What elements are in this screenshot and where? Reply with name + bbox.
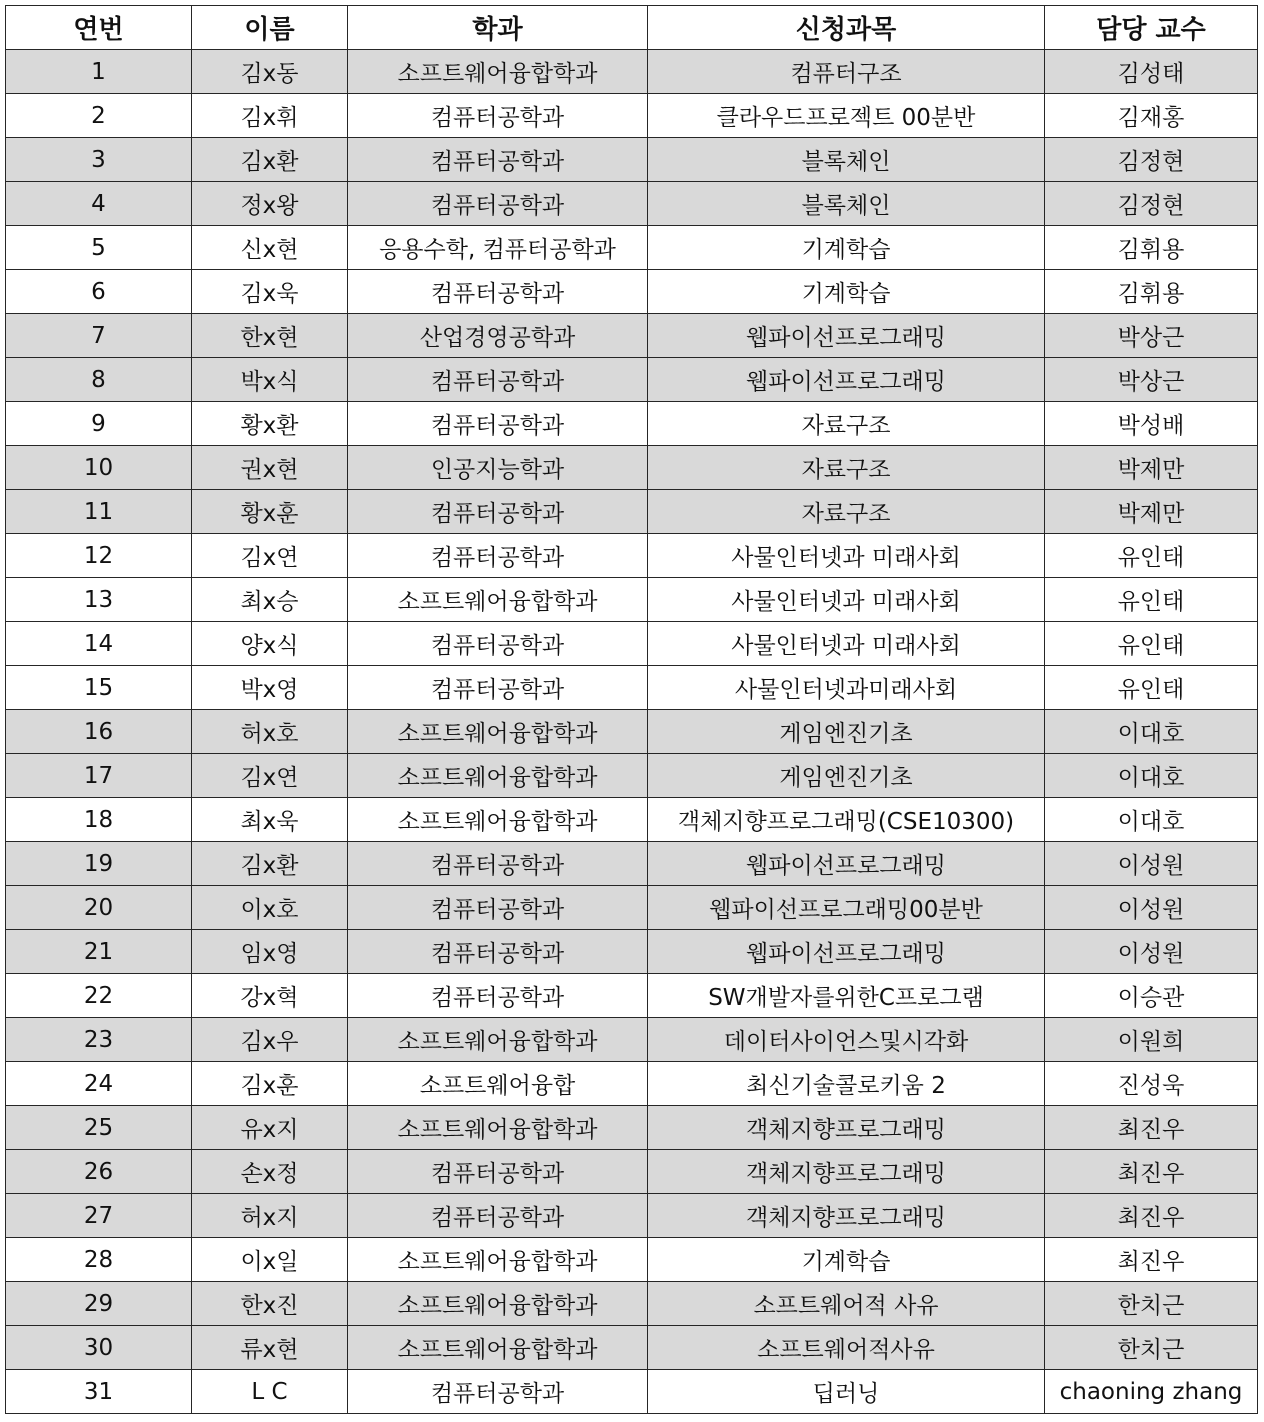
cell-course[interactable]: 객체지향프로그래밍 (648, 1106, 1045, 1150)
cell-professor[interactable]: 이승관 (1045, 974, 1258, 1018)
cell-name[interactable]: 최x승 (192, 578, 348, 622)
cell-number[interactable]: 11 (6, 490, 192, 534)
cell-department[interactable]: 컴퓨터공학과 (348, 666, 648, 710)
cell-professor[interactable]: 이대호 (1045, 798, 1258, 842)
cell-professor[interactable]: 이성원 (1045, 842, 1258, 886)
cell-number[interactable]: 21 (6, 930, 192, 974)
cell-name[interactable]: 한x현 (192, 314, 348, 358)
cell-professor[interactable]: 진성욱 (1045, 1062, 1258, 1106)
cell-course[interactable]: 사물인터넷과 미래사회 (648, 622, 1045, 666)
cell-name[interactable]: 김x휘 (192, 94, 348, 138)
table-row (6, 358, 1258, 402)
table-row (6, 710, 1258, 754)
cell-number[interactable]: 12 (6, 534, 192, 578)
cell-number[interactable]: 17 (6, 754, 192, 798)
cell-number[interactable]: 29 (6, 1282, 192, 1326)
cell-name[interactable]: 황x훈 (192, 490, 348, 534)
table-row (6, 622, 1258, 666)
cell-course[interactable]: 게임엔진기초 (648, 754, 1045, 798)
cell-department[interactable]: 컴퓨터공학과 (348, 1194, 648, 1238)
cell-name[interactable]: 김x환 (192, 842, 348, 886)
cell-course[interactable]: 블록체인 (648, 182, 1045, 226)
cell-professor[interactable]: 최진우 (1045, 1238, 1258, 1282)
cell-department[interactable]: 소프트웨어융합학과 (348, 710, 648, 754)
cell-course[interactable]: SW개발자를위한C프로그램 (648, 974, 1045, 1018)
cell-professor[interactable]: 박제만 (1045, 446, 1258, 490)
cell-name[interactable]: 신x현 (192, 226, 348, 270)
cell-department[interactable]: 소프트웨어융합 (348, 1062, 648, 1106)
cell-name[interactable]: 박x영 (192, 666, 348, 710)
cell-course[interactable]: 딥러닝 (648, 1370, 1045, 1414)
table-row (6, 1106, 1258, 1150)
enrollment-table (5, 5, 1258, 1414)
cell-professor[interactable]: 한치근 (1045, 1326, 1258, 1370)
cell-professor[interactable]: 한치근 (1045, 1282, 1258, 1326)
cell-number[interactable]: 3 (6, 138, 192, 182)
table-row (6, 446, 1258, 490)
table-row (6, 754, 1258, 798)
cell-department[interactable]: 컴퓨터공학과 (348, 534, 648, 578)
cell-professor[interactable]: 이성원 (1045, 886, 1258, 930)
cell-professor[interactable]: 김정현 (1045, 138, 1258, 182)
cell-number[interactable]: 30 (6, 1326, 192, 1370)
cell-professor[interactable]: 김정현 (1045, 182, 1258, 226)
cell-course[interactable]: 최신기술콜로키움 2 (648, 1062, 1045, 1106)
cell-number[interactable]: 25 (6, 1106, 192, 1150)
cell-course[interactable]: 웹파이선프로그래밍 (648, 930, 1045, 974)
header-name[interactable]: 이름 (192, 6, 348, 50)
cell-department[interactable]: 소프트웨어융합학과 (348, 1106, 648, 1150)
cell-course[interactable]: 웹파이선프로그래밍00분반 (648, 886, 1045, 930)
cell-department[interactable]: 컴퓨터공학과 (348, 1370, 648, 1414)
cell-name[interactable]: 한x진 (192, 1282, 348, 1326)
cell-name[interactable]: 김x연 (192, 534, 348, 578)
cell-department[interactable]: 컴퓨터공학과 (348, 886, 648, 930)
cell-name[interactable]: 강x혁 (192, 974, 348, 1018)
cell-number[interactable]: 28 (6, 1238, 192, 1282)
cell-department[interactable]: 컴퓨터공학과 (348, 94, 648, 138)
cell-department[interactable]: 컴퓨터공학과 (348, 490, 648, 534)
header-department[interactable]: 학과 (348, 6, 648, 50)
table-row (6, 974, 1258, 1018)
cell-department[interactable]: 소프트웨어융합학과 (348, 1326, 648, 1370)
table-row (6, 94, 1258, 138)
cell-number[interactable]: 14 (6, 622, 192, 666)
cell-course[interactable]: 사물인터넷과미래사회 (648, 666, 1045, 710)
cell-name[interactable]: 정x왕 (192, 182, 348, 226)
cell-department[interactable]: 소프트웨어융합학과 (348, 754, 648, 798)
table-row (6, 1194, 1258, 1238)
cell-name[interactable]: 김x훈 (192, 1062, 348, 1106)
cell-department[interactable]: 컴퓨터공학과 (348, 138, 648, 182)
cell-department[interactable]: 컴퓨터공학과 (348, 402, 648, 446)
cell-professor[interactable]: 김성태 (1045, 50, 1258, 94)
cell-professor[interactable]: 박상근 (1045, 358, 1258, 402)
cell-name[interactable]: 김x우 (192, 1018, 348, 1062)
cell-professor[interactable]: 최진우 (1045, 1194, 1258, 1238)
cell-number[interactable]: 4 (6, 182, 192, 226)
header-course[interactable]: 신청과목 (648, 6, 1045, 50)
cell-course[interactable]: 기계학습 (648, 1238, 1045, 1282)
cell-number[interactable]: 24 (6, 1062, 192, 1106)
cell-name[interactable]: 이x호 (192, 886, 348, 930)
cell-professor[interactable]: 이원희 (1045, 1018, 1258, 1062)
cell-professor[interactable]: 유인태 (1045, 534, 1258, 578)
cell-course[interactable]: 소프트웨어적사유 (648, 1326, 1045, 1370)
table-body (6, 50, 1258, 1414)
table-row (6, 930, 1258, 974)
cell-department[interactable]: 인공지능학과 (348, 446, 648, 490)
cell-course[interactable]: 클라우드프로젝트 00분반 (648, 94, 1045, 138)
cell-number[interactable]: 22 (6, 974, 192, 1018)
cell-course[interactable]: 사물인터넷과 미래사회 (648, 578, 1045, 622)
cell-name[interactable]: 김x욱 (192, 270, 348, 314)
table-row (6, 1282, 1258, 1326)
cell-professor[interactable]: 김재홍 (1045, 94, 1258, 138)
table-row (6, 402, 1258, 446)
cell-name[interactable]: 김x환 (192, 138, 348, 182)
cell-department[interactable]: 소프트웨어융합학과 (348, 1238, 648, 1282)
cell-department[interactable]: 소프트웨어융합학과 (348, 50, 648, 94)
table-row (6, 270, 1258, 314)
cell-name[interactable]: 류x현 (192, 1326, 348, 1370)
cell-course[interactable]: 객체지향프로그래밍 (648, 1150, 1045, 1194)
cell-department[interactable]: 컴퓨터공학과 (348, 930, 648, 974)
cell-professor[interactable]: 최진우 (1045, 1150, 1258, 1194)
cell-course[interactable]: 기계학습 (648, 270, 1045, 314)
cell-number[interactable]: 31 (6, 1370, 192, 1414)
cell-professor[interactable]: 김휘용 (1045, 270, 1258, 314)
header-row (6, 6, 1258, 50)
cell-department[interactable]: 컴퓨터공학과 (348, 974, 648, 1018)
cell-professor[interactable]: 최진우 (1045, 1106, 1258, 1150)
cell-professor[interactable]: 박제만 (1045, 490, 1258, 534)
cell-department[interactable]: 소프트웨어융합학과 (348, 1282, 648, 1326)
cell-name[interactable]: 양x식 (192, 622, 348, 666)
cell-department[interactable]: 컴퓨터공학과 (348, 842, 648, 886)
table-row (6, 1062, 1258, 1106)
cell-course[interactable]: 자료구조 (648, 402, 1045, 446)
table-row (6, 226, 1258, 270)
cell-course[interactable]: 자료구조 (648, 446, 1045, 490)
cell-department[interactable]: 산업경영공학과 (348, 314, 648, 358)
cell-name[interactable]: 이x일 (192, 1238, 348, 1282)
cell-name[interactable]: L C (192, 1370, 348, 1414)
cell-number[interactable]: 1 (6, 50, 192, 94)
cell-professor[interactable]: 유인태 (1045, 578, 1258, 622)
table-row (6, 1326, 1258, 1370)
cell-number[interactable]: 13 (6, 578, 192, 622)
cell-course[interactable]: 사물인터넷과 미래사회 (648, 534, 1045, 578)
cell-professor[interactable]: 박상근 (1045, 314, 1258, 358)
cell-professor[interactable]: chaoning zhang (1045, 1370, 1258, 1414)
cell-name[interactable]: 임x영 (192, 930, 348, 974)
table-row (6, 1238, 1258, 1282)
cell-course[interactable]: 데이터사이언스및시각화 (648, 1018, 1045, 1062)
cell-number[interactable]: 9 (6, 402, 192, 446)
cell-number[interactable]: 5 (6, 226, 192, 270)
cell-number[interactable]: 15 (6, 666, 192, 710)
cell-department[interactable]: 컴퓨터공학과 (348, 622, 648, 666)
cell-number[interactable]: 10 (6, 446, 192, 490)
cell-name[interactable]: 황x환 (192, 402, 348, 446)
cell-name[interactable]: 김x동 (192, 50, 348, 94)
cell-number[interactable]: 20 (6, 886, 192, 930)
cell-number[interactable]: 8 (6, 358, 192, 402)
cell-course[interactable]: 객체지향프로그래밍 (648, 1194, 1045, 1238)
cell-course[interactable]: 기계학습 (648, 226, 1045, 270)
cell-professor[interactable]: 김휘용 (1045, 226, 1258, 270)
cell-number[interactable]: 16 (6, 710, 192, 754)
table-row (6, 1370, 1258, 1414)
cell-course[interactable]: 웹파이선프로그래밍 (648, 358, 1045, 402)
cell-name[interactable]: 박x식 (192, 358, 348, 402)
cell-number[interactable]: 26 (6, 1150, 192, 1194)
cell-professor[interactable]: 이대호 (1045, 754, 1258, 798)
table-row (6, 534, 1258, 578)
cell-number[interactable]: 6 (6, 270, 192, 314)
table-row (6, 50, 1258, 94)
cell-department[interactable]: 컴퓨터공학과 (348, 182, 648, 226)
cell-name[interactable]: 허x호 (192, 710, 348, 754)
cell-number[interactable]: 2 (6, 94, 192, 138)
cell-department[interactable]: 컴퓨터공학과 (348, 358, 648, 402)
cell-course[interactable]: 블록체인 (648, 138, 1045, 182)
cell-name[interactable]: 김x연 (192, 754, 348, 798)
table-row (6, 1150, 1258, 1194)
cell-name[interactable]: 손x정 (192, 1150, 348, 1194)
cell-department[interactable]: 소프트웨어융합학과 (348, 1018, 648, 1062)
table-row (6, 666, 1258, 710)
cell-department[interactable]: 컴퓨터공학과 (348, 270, 648, 314)
cell-course[interactable]: 웹파이선프로그래밍 (648, 314, 1045, 358)
cell-number[interactable]: 7 (6, 314, 192, 358)
cell-number[interactable]: 18 (6, 798, 192, 842)
cell-course[interactable]: 웹파이선프로그래밍 (648, 842, 1045, 886)
cell-professor[interactable]: 유인태 (1045, 666, 1258, 710)
cell-professor[interactable]: 이대호 (1045, 710, 1258, 754)
cell-course[interactable]: 자료구조 (648, 490, 1045, 534)
table-row (6, 1018, 1258, 1062)
cell-name[interactable]: 허x지 (192, 1194, 348, 1238)
table-row (6, 138, 1258, 182)
table-row (6, 578, 1258, 622)
table-row (6, 182, 1258, 226)
table-row (6, 886, 1258, 930)
table-row (6, 490, 1258, 534)
header-number[interactable]: 연번 (6, 6, 192, 50)
header-professor[interactable]: 담당 교수 (1045, 6, 1258, 50)
cell-name[interactable]: 유x지 (192, 1106, 348, 1150)
cell-course[interactable]: 소프트웨어적 사유 (648, 1282, 1045, 1326)
table-row (6, 798, 1258, 842)
cell-course[interactable]: 컴퓨터구조 (648, 50, 1045, 94)
cell-number[interactable]: 23 (6, 1018, 192, 1062)
cell-name[interactable]: 권x현 (192, 446, 348, 490)
cell-department[interactable]: 소프트웨어융합학과 (348, 798, 648, 842)
table-row (6, 842, 1258, 886)
cell-number[interactable]: 19 (6, 842, 192, 886)
cell-department[interactable]: 컴퓨터공학과 (348, 1150, 648, 1194)
cell-name[interactable]: 최x욱 (192, 798, 348, 842)
table-row (6, 314, 1258, 358)
cell-course[interactable]: 객체지향프로그래밍(CSE10300) (648, 798, 1045, 842)
cell-department[interactable]: 응용수학, 컴퓨터공학과 (348, 226, 648, 270)
cell-professor[interactable]: 박성배 (1045, 402, 1258, 446)
cell-number[interactable]: 27 (6, 1194, 192, 1238)
cell-professor[interactable]: 이성원 (1045, 930, 1258, 974)
cell-department[interactable]: 소프트웨어융합학과 (348, 578, 648, 622)
cell-professor[interactable]: 유인태 (1045, 622, 1258, 666)
cell-course[interactable]: 게임엔진기초 (648, 710, 1045, 754)
